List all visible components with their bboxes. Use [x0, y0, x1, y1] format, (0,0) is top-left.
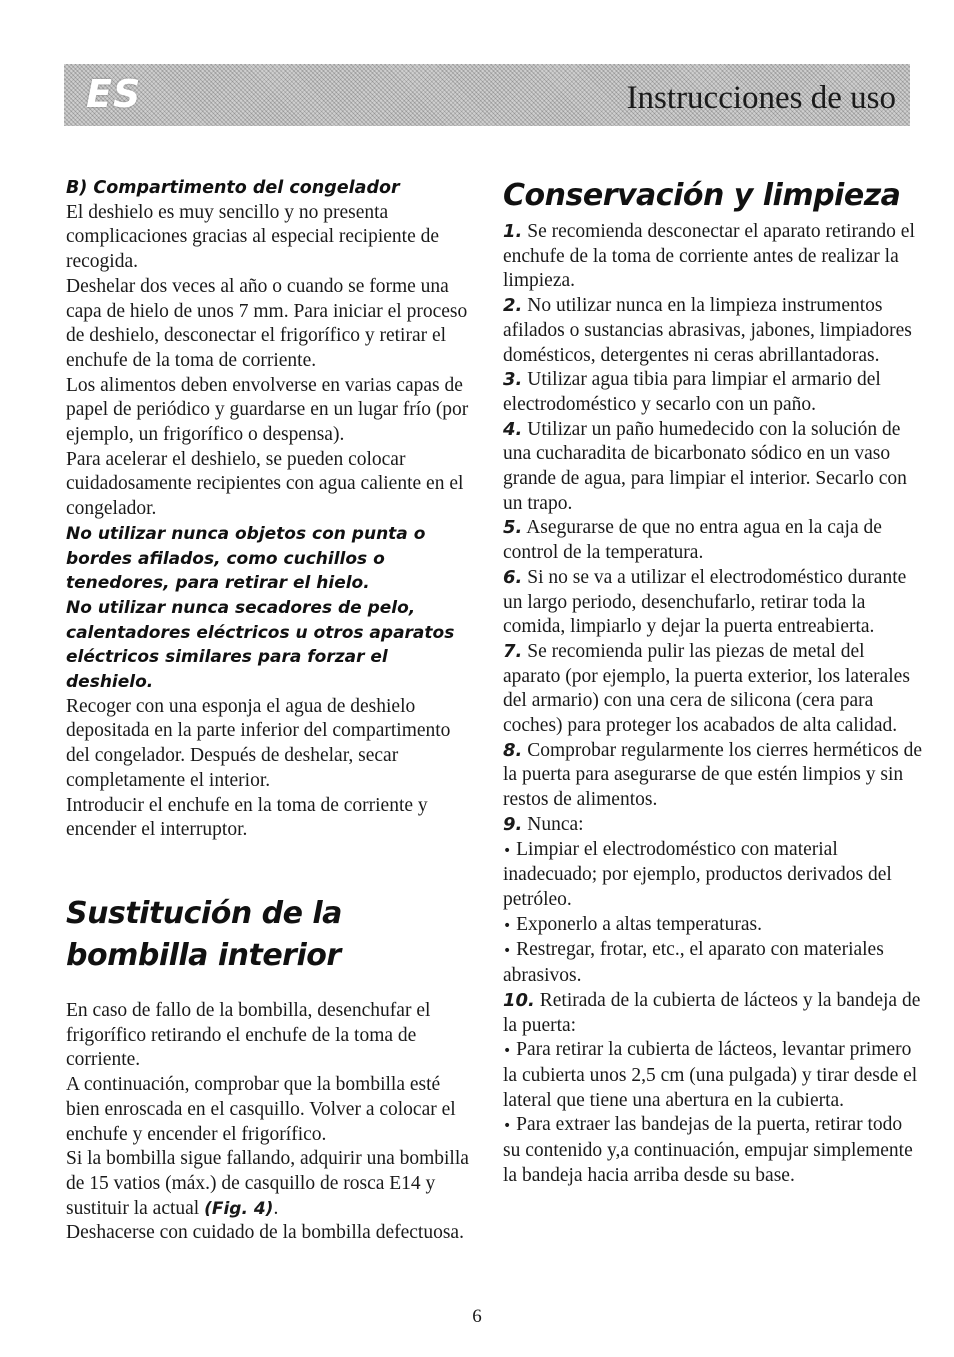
numbered-item — [503, 368, 923, 417]
care-cleaning-heading: Conservación y limpieza — [503, 178, 901, 213]
item-text: No utilizar nunca en la limpieza instrumentos afilados o sustancias abrasivas, jabones, limpiadores domésticos, detergentes ni ceras abrillantadoras. — [503, 295, 912, 366]
numbered-item — [503, 813, 923, 838]
item-number: 1. — [503, 221, 523, 242]
bulb-disposal-paragraph: Deshacerse con cuidado de la bombilla defectuosa. — [66, 1222, 464, 1244]
figure-reference: (Fig. 4) — [204, 1198, 274, 1219]
page-header-title: Instrucciones de uso — [626, 80, 896, 116]
bullet-item — [503, 913, 923, 939]
language-code: ES — [86, 72, 142, 116]
bullet-item — [503, 938, 923, 988]
numbered-item — [503, 418, 923, 517]
numbered-item — [503, 294, 923, 368]
bulb-purchase-text: Si la bombilla sigue fallando, adquirir una bombilla de 15 vatios (máx.) de casquillo de rosca E14 y sustituir la actual — [66, 1148, 469, 1219]
page-number: 6 — [472, 1306, 482, 1327]
item-text: Utilizar agua tibia para limpiar el armario del electrodoméstico y secarlo con un paño. — [503, 369, 881, 415]
item-text: Se recomienda pulir las piezas de metal del aparato (por ejemplo, la puerta exterior, los laterales del armario) con una cera de silicona (cera para coches) para proteger los acabados de alta calidad. — [503, 640, 910, 737]
bulb-purchase-paragraph — [66, 1147, 476, 1221]
item-text: Nunca: — [527, 813, 584, 835]
bullet-item — [503, 1038, 923, 1113]
item-text: Se recomienda desconectar el aparato retirando el enchufe de la toma de corriente antes de realizar la limpieza. — [503, 221, 915, 292]
freezer-compartment-heading: B) Compartimento del congelador — [66, 178, 400, 198]
item-number: 9. — [503, 813, 523, 835]
defrost-frequency-paragraph: Deshelar dos veces al año o cuando se forme una capa de hielo de unos 7 mm. Para iniciar el proceso de deshielo, desconectar el frigorífico y retirar el enchufe de la toma de corriente. — [66, 275, 468, 371]
item-number: 6. — [503, 566, 523, 588]
bullet-icon: • — [503, 917, 512, 934]
numbered-item — [503, 566, 923, 640]
numbered-item — [503, 739, 923, 813]
bullet-text: Para retirar la cubierta de lácteos, levantar primero la cubierta unos 2,5 cm (una pulgada) y tirar desde el lateral que tiene una abertura en la cubierta. — [503, 1039, 918, 1111]
header-band — [64, 64, 910, 126]
bullet-icon: • — [503, 1118, 512, 1135]
bulb-purchase-end: . — [273, 1197, 279, 1219]
bullet-icon: • — [503, 1043, 512, 1060]
bullet-item — [503, 1113, 923, 1188]
bullet-icon: • — [503, 943, 512, 960]
item-number: 5. — [503, 517, 523, 539]
numbered-item — [503, 220, 923, 294]
item-number: 10. — [503, 989, 535, 1011]
defrost-intro-paragraph: El deshielo es muy sencillo y no presenta complicaciones gracias al especial recipiente de recogida. — [66, 201, 440, 273]
sharp-objects-warning: No utilizar nunca objetos con punta o bordes afilados, como cuchillos o tenedores, para retirar el hielo. — [66, 523, 426, 594]
bullet-text: Exponerlo a altas temperaturas. — [516, 913, 762, 935]
item-text: Comprobar regularmente los cierres herméticos de la puerta para asegurarse de que estén limpios y sin restos de alimentos. — [503, 739, 922, 811]
numbered-item — [503, 640, 923, 739]
item-number: 7. — [503, 640, 523, 662]
bullet-item — [503, 838, 923, 913]
item-text: Si no se va a utilizar el electrodoméstico durante un largo periodo, desenchufarlo, retirar toda la comida, limpiarlo y dejar la puerta entreabierta. — [503, 566, 907, 638]
bullet-icon: • — [503, 842, 512, 859]
item-text: Retirada de la cubierta de lácteos y la bandeja de la puerta: — [503, 989, 921, 1036]
item-number: 4. — [503, 418, 523, 440]
item-number: 2. — [503, 295, 523, 317]
numbered-item — [503, 516, 923, 565]
numbered-item — [503, 989, 923, 1038]
bullet-text: Para extraer las bandejas de la puerta, retirar todo su contenido y,a continuación, empujar simplemente la bandeja hacia arriba desde su base. — [503, 1114, 913, 1186]
item-number: 8. — [503, 739, 523, 761]
item-text: Utilizar un paño humedecido con la solución de una cucharadita de bicarbonato sódico en un vaso grande de agua, para limpiar el interior. Secarlo con un trapo. — [503, 418, 907, 514]
collect-water-paragraph: Recoger con una esponja el agua de deshielo depositada en la parte inferior del compartimento del congelador. Después de deshelar, secar completamente el interior. — [66, 695, 451, 791]
bulb-replacement-heading: Sustitución de la bombilla interior — [66, 895, 342, 973]
heating-devices-warning: No utilizar nunca secadores de pelo, calentadores eléctricos u otros aparatos eléctricos similares para forzar el deshielo. — [66, 597, 455, 693]
bullet-text: Restregar, frotar, etc., el aparato con materiales abrasivos. — [503, 939, 884, 987]
bulb-failure-paragraph: En caso de fallo de la bombilla, desenchufar el frigorífico retirando el enchufe de la toma de corriente. — [66, 999, 431, 1071]
bullet-text: Limpiar el electrodoméstico con material inadecuado; por ejemplo, productos derivados del petróleo. — [503, 838, 892, 910]
right-column — [503, 176, 923, 1188]
item-text: Asegurarse de que no entra agua en la caja de control de la temperatura. — [503, 517, 882, 564]
defrost-speedup-paragraph: Para acelerar el deshielo, se pueden colocar cuidadosamente recipientes con agua caliente en el congelador. — [66, 448, 464, 520]
left-column — [66, 176, 476, 1246]
reconnect-paragraph: Introducir el enchufe en la toma de corriente y encender el interruptor. — [66, 794, 428, 841]
bulb-check-paragraph: A continuación, comprobar que la bombilla esté bien enroscada en el casquillo. Volver a colocar el enchufe y encender el frigorífico. — [66, 1074, 456, 1145]
food-wrapping-paragraph: Los alimentos deben envolverse en varias capas de papel de periódico y guardarse en un lugar frío (por ejemplo, un frigorífico o despensa). — [66, 374, 469, 446]
item-number: 3. — [503, 369, 523, 391]
